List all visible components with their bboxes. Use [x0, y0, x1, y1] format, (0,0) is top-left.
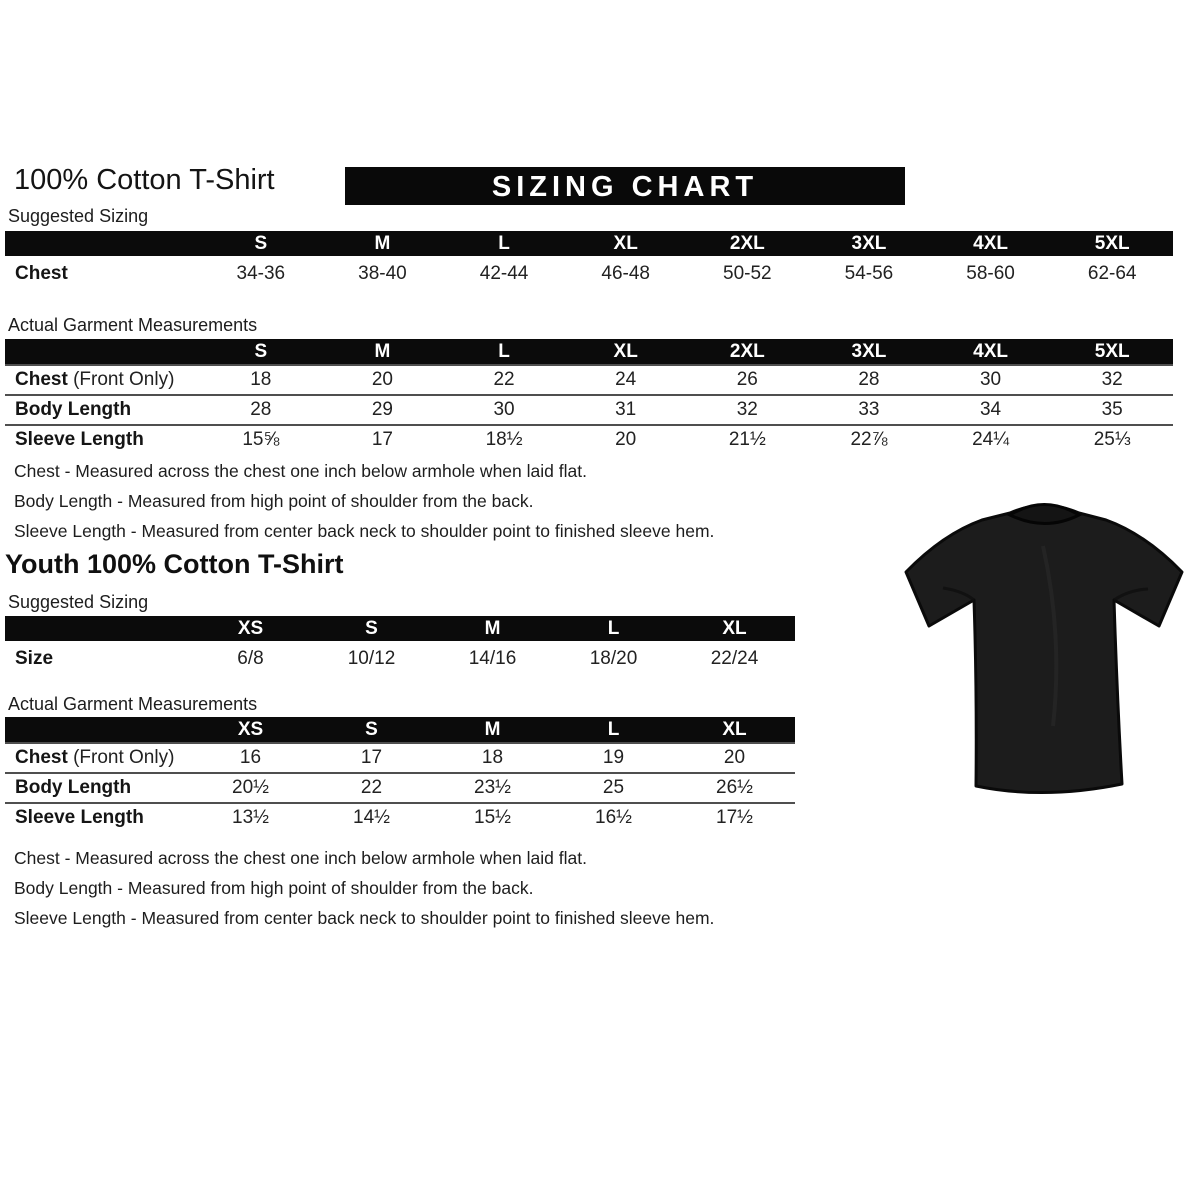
youth-measurement-notes — [14, 843, 714, 933]
measurement-row — [5, 802, 795, 832]
measurement-value: 30 — [493, 399, 515, 420]
youth-suggested-sizing-label: Suggested Sizing — [8, 592, 149, 612]
size-column-header: 2XL — [729, 232, 765, 254]
measurement-value: 25⅓ — [1093, 429, 1131, 450]
measurement-value: 17 — [371, 429, 393, 450]
row-label: Sleeve Length — [15, 429, 144, 450]
row-label: Size — [15, 647, 54, 669]
measurement-value: 62-64 — [1087, 262, 1137, 284]
measurement-row — [5, 364, 1173, 394]
row-label: Sleeve Length — [15, 807, 144, 828]
row-label: Chest (Front Only) — [15, 369, 175, 390]
measurement-note: Sleeve Length - Measured from center back neck to shoulder point to finished sleeve hem. — [14, 908, 715, 928]
measurement-value: 15⅝ — [242, 429, 280, 450]
size-column-header: 4XL — [973, 232, 1008, 254]
measurement-value: 20 — [723, 747, 746, 768]
black-tshirt-image — [893, 476, 1195, 814]
measurement-value: 14/16 — [468, 647, 517, 669]
size-column-header: 5XL — [1094, 340, 1130, 362]
size-column-header: S — [365, 718, 378, 740]
size-column-header: L — [498, 232, 510, 254]
measurement-note: Sleeve Length - Measured from center back neck to shoulder point to finished sleeve hem. — [14, 521, 715, 541]
size-column-header: XL — [613, 340, 638, 362]
measurement-row — [5, 394, 1173, 424]
youth-actual-measurements-table — [5, 717, 795, 832]
measurement-value: 20 — [371, 369, 393, 390]
measurement-value: 16½ — [595, 807, 632, 828]
tshirt-collar-shape — [1010, 505, 1079, 524]
measurement-row — [5, 424, 1173, 454]
adult-suggested-sizing-label: Suggested Sizing — [8, 206, 149, 226]
size-column-header: 3XL — [851, 232, 887, 254]
row-label: Body Length — [15, 777, 132, 798]
measurement-value: 34 — [979, 399, 1002, 420]
measurement-value: 32 — [1101, 369, 1123, 390]
size-column-header: L — [498, 340, 510, 362]
measurement-value: 22/24 — [710, 647, 759, 669]
measurement-value: 18½ — [485, 429, 523, 450]
measurement-value: 34-36 — [236, 262, 286, 284]
measurement-value: 54-56 — [844, 262, 894, 284]
measurement-value: 6/8 — [237, 647, 264, 669]
measurement-value: 13½ — [232, 807, 269, 828]
sizing-chart-banner: SIZING CHART — [345, 167, 905, 205]
measurement-value: 19 — [602, 747, 625, 768]
measurement-value: 10/12 — [347, 647, 396, 669]
adult-suggested-sizing-table — [5, 231, 1173, 291]
size-column-header: XS — [237, 617, 264, 639]
size-column-header: 5XL — [1094, 232, 1130, 254]
measurement-row — [5, 742, 795, 772]
youth-actual-measurements-label: Actual Garment Measurements — [8, 694, 258, 714]
measurement-value: 17½ — [716, 807, 753, 828]
size-column-header: L — [607, 617, 620, 639]
measurement-value: 24¼ — [972, 429, 1010, 450]
size-column-header: XL — [613, 232, 638, 254]
adult-actual-measurements-table — [5, 339, 1173, 454]
size-column-header: XL — [722, 718, 747, 740]
size-column-header: XS — [237, 718, 264, 740]
measurement-value: 32 — [736, 399, 758, 420]
row-label: Chest (Front Only) — [15, 747, 175, 768]
table-header-row — [5, 616, 795, 641]
measurement-value: 35 — [1101, 399, 1123, 420]
measurement-value: 22 — [493, 369, 515, 390]
measurement-value: 28 — [250, 399, 272, 420]
measurement-value: 15½ — [474, 807, 511, 828]
measurement-value: 50-52 — [723, 262, 772, 284]
measurement-value: 58-60 — [966, 262, 1015, 284]
measurement-row — [5, 256, 1173, 291]
measurement-value: 38-40 — [358, 262, 407, 284]
measurement-value: 24 — [615, 369, 637, 390]
table-header-row — [5, 717, 795, 742]
measurement-value: 21½ — [728, 429, 766, 450]
measurement-note: Body Length - Measured from high point of shoulder from the back. — [14, 878, 534, 898]
measurement-value: 28 — [858, 369, 880, 390]
measurement-value: 26½ — [716, 777, 753, 798]
measurement-value: 46-48 — [601, 262, 650, 284]
measurement-note: Body Length - Measured from high point of shoulder from the back. — [14, 491, 534, 511]
measurement-value: 26 — [736, 369, 758, 390]
size-column-header: S — [254, 340, 268, 362]
measurement-value: 17 — [360, 747, 383, 768]
size-column-header: M — [484, 617, 501, 639]
measurement-value: 18/20 — [589, 647, 638, 669]
measurement-row — [5, 772, 795, 802]
measurement-note: Chest - Measured across the chest one inch below armhole when laid flat. — [14, 461, 587, 481]
measurement-value: 30 — [979, 369, 1002, 390]
measurement-value: 42-44 — [479, 262, 529, 284]
measurement-value: 29 — [371, 399, 393, 420]
size-column-header: 4XL — [973, 340, 1008, 362]
size-column-header: S — [254, 232, 268, 254]
measurement-value: 20 — [615, 429, 637, 450]
measurement-value: 31 — [615, 399, 637, 420]
measurement-value: 23½ — [474, 777, 511, 798]
youth-suggested-sizing-table — [5, 616, 795, 676]
size-column-header: XL — [722, 617, 747, 639]
youth-title: Youth 100% Cotton T-Shirt — [5, 549, 344, 579]
measurement-value: 14½ — [353, 807, 390, 828]
measurement-value: 18 — [250, 369, 272, 390]
size-column-header: M — [374, 232, 391, 254]
adult-actual-measurements-label: Actual Garment Measurements — [8, 315, 258, 335]
row-label: Chest — [15, 262, 68, 284]
measurement-value: 16 — [239, 747, 262, 768]
adult-measurement-notes — [14, 456, 714, 546]
measurement-value: 20½ — [232, 777, 269, 798]
size-column-header: 2XL — [729, 340, 765, 362]
size-column-header: S — [365, 617, 378, 639]
row-label: Body Length — [15, 399, 132, 420]
size-column-header: 3XL — [851, 340, 887, 362]
size-column-header: M — [374, 340, 391, 362]
measurement-value: 22⅞ — [850, 429, 888, 450]
measurement-value: 22 — [360, 777, 383, 798]
page-title: 100% Cotton T-Shirt — [14, 164, 275, 196]
size-column-header: L — [607, 718, 620, 740]
tshirt-svg — [893, 476, 1195, 814]
measurement-value: 25 — [602, 777, 625, 798]
size-column-header: M — [484, 718, 501, 740]
measurement-row — [5, 641, 795, 676]
measurement-value: 33 — [858, 399, 880, 420]
table-header-row — [5, 339, 1173, 364]
table-header-row — [5, 231, 1173, 256]
measurement-value: 18 — [481, 747, 504, 768]
measurement-note: Chest - Measured across the chest one inch below armhole when laid flat. — [14, 848, 587, 868]
